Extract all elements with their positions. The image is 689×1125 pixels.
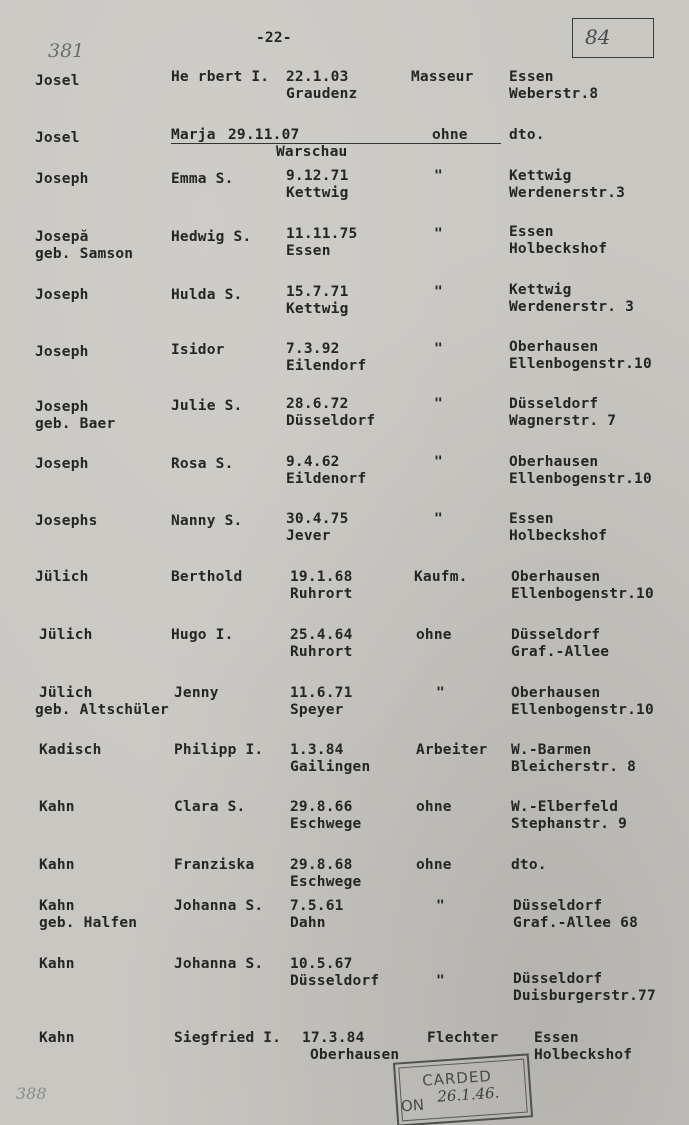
- entry-occupation: Flechter: [427, 1030, 499, 1046]
- entry-birth-place: Kettwig: [286, 185, 349, 201]
- entry-birth-place: Graudenz: [286, 86, 358, 102]
- entry-city: Düsseldorf: [513, 971, 603, 987]
- entry-first-name: Marja: [171, 127, 216, 143]
- entry-street: Ellenbogenstr.10: [511, 586, 654, 602]
- entry-first-name: Berthold: [171, 569, 243, 585]
- entry-occupation: ": [434, 284, 443, 300]
- entry-surname: Josel: [35, 130, 80, 146]
- entry-birth-place: Oberhausen: [310, 1047, 400, 1063]
- entry-occupation: Arbeiter: [416, 742, 488, 758]
- entry-city: Düsseldorf: [509, 396, 599, 412]
- entry-underline: [171, 143, 501, 144]
- entry-birth-place: Essen: [286, 243, 331, 259]
- entry-first-name: He rbert I.: [171, 69, 270, 85]
- entry-birth-date: 19.1.68: [290, 569, 353, 585]
- entry-first-name: Clara S.: [174, 799, 246, 815]
- entry-street: Holbeckshof: [509, 241, 608, 257]
- entry-surname: Josephs: [35, 513, 98, 529]
- entry-birth-place: Eschwege: [290, 816, 362, 832]
- entry-occupation: ": [434, 396, 443, 412]
- entry-surname-birthname: geb. Baer: [35, 416, 116, 432]
- entry-birth-place: Speyer: [290, 702, 344, 718]
- entry-birth-date: 15.7.71: [286, 284, 349, 300]
- entry-birth-date: 7.3.92: [286, 341, 340, 357]
- entry-surname: Joseph: [35, 344, 89, 360]
- handwritten-number-bottom: 388: [16, 1084, 47, 1103]
- entry-occupation: ohne: [416, 799, 452, 815]
- entry-first-name: Siegfried I.: [174, 1030, 282, 1046]
- entry-street: Graf.-Allee: [511, 644, 610, 660]
- entry-occupation: ": [436, 898, 445, 914]
- entry-occupation: ohne: [416, 627, 452, 643]
- entry-birth-place: Gailingen: [290, 759, 371, 775]
- entry-surname: Joseph: [35, 171, 89, 187]
- entry-surname: Kahn: [39, 857, 75, 873]
- entry-surname-birthname: geb. Halfen: [39, 915, 138, 931]
- stamp-carded-label: CARDED: [421, 1066, 493, 1090]
- entry-first-name: Jenny: [174, 685, 219, 701]
- entry-first-name: Isidor: [171, 342, 225, 358]
- entry-birth-place: Eildenorf: [286, 471, 367, 487]
- entry-birth-date: 10.5.67: [290, 956, 353, 972]
- entry-first-name: Julie S.: [171, 398, 243, 414]
- entry-first-name: Emma S.: [171, 171, 234, 187]
- entry-surname: Joseph: [35, 456, 89, 472]
- entry-first-name: Johanna S.: [174, 898, 264, 914]
- entry-street: Duisburgerstr.77: [513, 988, 656, 1004]
- entry-birth-date: 28.6.72: [286, 396, 349, 412]
- entry-surname: Josel: [35, 73, 80, 89]
- entry-city: Oberhausen: [511, 685, 601, 701]
- entry-city: W.-Elberfeld: [511, 799, 619, 815]
- entry-city: Oberhausen: [511, 569, 601, 585]
- entry-city: Essen: [509, 224, 554, 240]
- entry-first-name: Hedwig S.: [171, 229, 252, 245]
- entry-surname: Kahn: [39, 1030, 75, 1046]
- entry-first-name: Hulda S.: [171, 287, 243, 303]
- entry-first-name: Nanny S.: [171, 513, 243, 529]
- entry-occupation: ohne: [432, 127, 468, 143]
- entry-street: Bleicherstr. 8: [511, 759, 637, 775]
- entry-birth-place: Dahn: [290, 915, 326, 931]
- entry-birth-date: 29.11.07: [228, 127, 300, 143]
- entry-surname: Kahn: [39, 956, 75, 972]
- entry-city: Essen: [509, 511, 554, 527]
- entry-occupation: ": [434, 168, 443, 184]
- entry-street: Werdenerstr. 3: [509, 299, 635, 315]
- entry-street: Stephanstr. 9: [511, 816, 628, 832]
- entry-birth-date: 11.11.75: [286, 226, 358, 242]
- entry-birth-date: 22.1.03: [286, 69, 349, 85]
- entry-birth-place: Düsseldorf: [286, 413, 376, 429]
- entry-city: Düsseldorf: [513, 898, 603, 914]
- entry-birth-date: 25.4.64: [290, 627, 353, 643]
- entry-surname: Jülich: [35, 569, 89, 585]
- entry-surname: Josepă: [35, 229, 89, 245]
- entry-city: dto.: [509, 127, 545, 143]
- entry-surname: Joseph: [35, 287, 89, 303]
- entry-surname-birthname: geb. Samson: [35, 246, 134, 262]
- entry-occupation: ohne: [416, 857, 452, 873]
- entry-first-name: Hugo I.: [171, 627, 234, 643]
- entry-birth-place: Eschwege: [290, 874, 362, 890]
- entry-occupation: Masseur: [411, 69, 474, 85]
- entry-birth-place: Warschau: [276, 144, 348, 160]
- entry-occupation: ": [434, 226, 443, 242]
- entry-birth-place: Jever: [286, 528, 331, 544]
- entry-city: Essen: [534, 1030, 579, 1046]
- entry-first-name: Philipp I.: [174, 742, 264, 758]
- entry-surname: Jülich: [39, 627, 93, 643]
- entry-birth-place: Kettwig: [286, 301, 349, 317]
- entry-city: Kettwig: [509, 168, 572, 184]
- entry-birth-place: Ruhrort: [290, 644, 353, 660]
- entry-street: Graf.-Allee 68: [513, 915, 639, 931]
- entry-occupation: ": [436, 685, 445, 701]
- entry-occupation: ": [434, 454, 443, 470]
- entry-city: W.-Barmen: [511, 742, 592, 758]
- entry-city: Kettwig: [509, 282, 572, 298]
- entry-birth-date: 29.8.68: [290, 857, 353, 873]
- entry-birth-date: 11.6.71: [290, 685, 353, 701]
- entry-street: Holbeckshof: [534, 1047, 633, 1063]
- entry-birth-date: 1.3.84: [290, 742, 344, 758]
- entry-birth-place: Ruhrort: [290, 586, 353, 602]
- page-number: -22-: [256, 30, 292, 46]
- carded-stamp: [393, 1053, 533, 1125]
- entry-street: Ellenbogenstr.10: [511, 702, 654, 718]
- entry-surname: Joseph: [35, 399, 89, 415]
- entry-street: Ellenbogenstr.10: [509, 356, 652, 372]
- entry-city: Oberhausen: [509, 454, 599, 470]
- entry-occupation: ": [434, 511, 443, 527]
- stamp-on-label: ON: [400, 1095, 425, 1116]
- entry-birth-place: Düsseldorf: [290, 973, 380, 989]
- entry-street: Werdenerstr.3: [509, 185, 626, 201]
- entry-street: Wagnerstr. 7: [509, 413, 617, 429]
- entry-birth-date: 7.5.61: [290, 898, 344, 914]
- entry-street: Holbeckshof: [509, 528, 608, 544]
- entry-occupation: ": [436, 973, 445, 989]
- entry-city: dto.: [511, 857, 547, 873]
- boxed-number: [572, 18, 654, 58]
- entry-birth-date: 9.12.71: [286, 168, 349, 184]
- entry-surname-birthname: geb. Altschüler: [35, 702, 169, 718]
- entry-city: Düsseldorf: [511, 627, 601, 643]
- entry-city: Essen: [509, 69, 554, 85]
- entry-city: Oberhausen: [509, 339, 599, 355]
- entry-birth-date: 30.4.75: [286, 511, 349, 527]
- entry-surname: Kahn: [39, 898, 75, 914]
- stamp-date: 26.1.46.: [436, 1083, 500, 1106]
- entry-birth-date: 17.3.84: [302, 1030, 365, 1046]
- entry-first-name: Johanna S.: [174, 956, 264, 972]
- entry-occupation: Kaufm.: [414, 569, 468, 585]
- entry-street: Ellenbogenstr.10: [509, 471, 652, 487]
- entry-first-name: Rosa S.: [171, 456, 234, 472]
- entry-street: Weberstr.8: [509, 86, 599, 102]
- boxed-number-text: 84: [585, 25, 611, 49]
- entry-first-name: Franziska: [174, 857, 255, 873]
- entry-birth-date: 29.8.66: [290, 799, 353, 815]
- entry-surname: Kahn: [39, 799, 75, 815]
- entry-occupation: ": [434, 341, 443, 357]
- handwritten-number-top: 381: [48, 40, 85, 62]
- entry-surname: Kadisch: [39, 742, 102, 758]
- entry-birth-date: 9.4.62: [286, 454, 340, 470]
- entry-surname: Jülich: [39, 685, 93, 701]
- entry-birth-place: Eilendorf: [286, 358, 367, 374]
